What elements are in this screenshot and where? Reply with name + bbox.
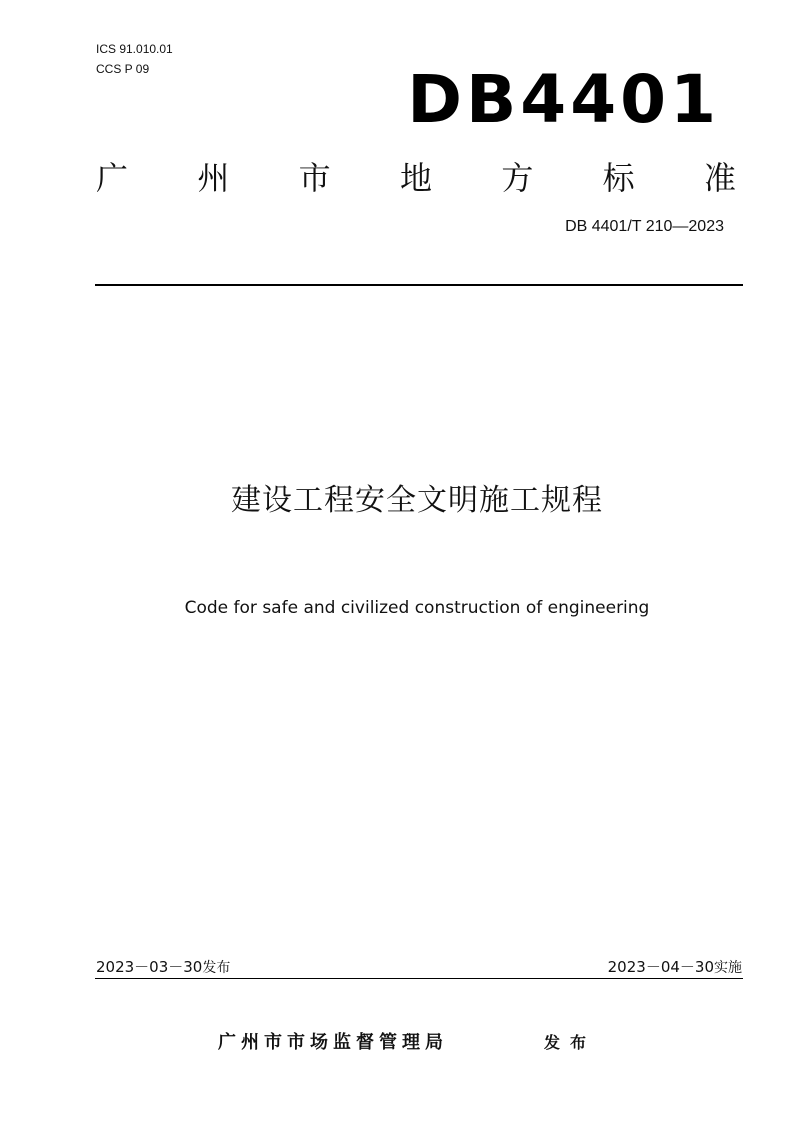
standard-type-char: 州 xyxy=(197,159,230,197)
ics-code: ICS 91.010.01 xyxy=(96,42,173,56)
issue-date: 2023－03－30 xyxy=(96,958,203,976)
footer-divider xyxy=(95,978,743,979)
document-title-chinese: 建设工程安全文明施工规程 xyxy=(231,483,603,518)
standard-number: DB 4401/T 210—2023 xyxy=(565,218,724,235)
document-title-english: Code for safe and civilized construction of engineering xyxy=(184,598,650,618)
publish-verb: 发布 xyxy=(544,1033,597,1052)
implement-date: 2023－04－30 xyxy=(607,958,714,976)
ccs-code: CCS P 09 xyxy=(96,62,150,76)
standard-type-char: 方 xyxy=(501,159,534,197)
standard-type-char: 准 xyxy=(703,159,736,197)
issue-date-line xyxy=(96,956,230,979)
publisher-name: 广州市市场监督管理局 xyxy=(218,1032,448,1053)
standard-type-char: 地 xyxy=(399,159,432,197)
header-divider xyxy=(95,284,743,286)
standard-type-char: 市 xyxy=(298,159,331,197)
standard-code-logo: DB4401 xyxy=(407,61,720,138)
standard-type-char: 广 xyxy=(96,159,129,197)
implement-label: 实施 xyxy=(714,960,742,976)
implement-date-line xyxy=(608,956,742,979)
standard-type-char: 标 xyxy=(602,159,635,197)
issue-label: 发布 xyxy=(202,960,231,976)
standard-type-heading xyxy=(96,156,736,200)
